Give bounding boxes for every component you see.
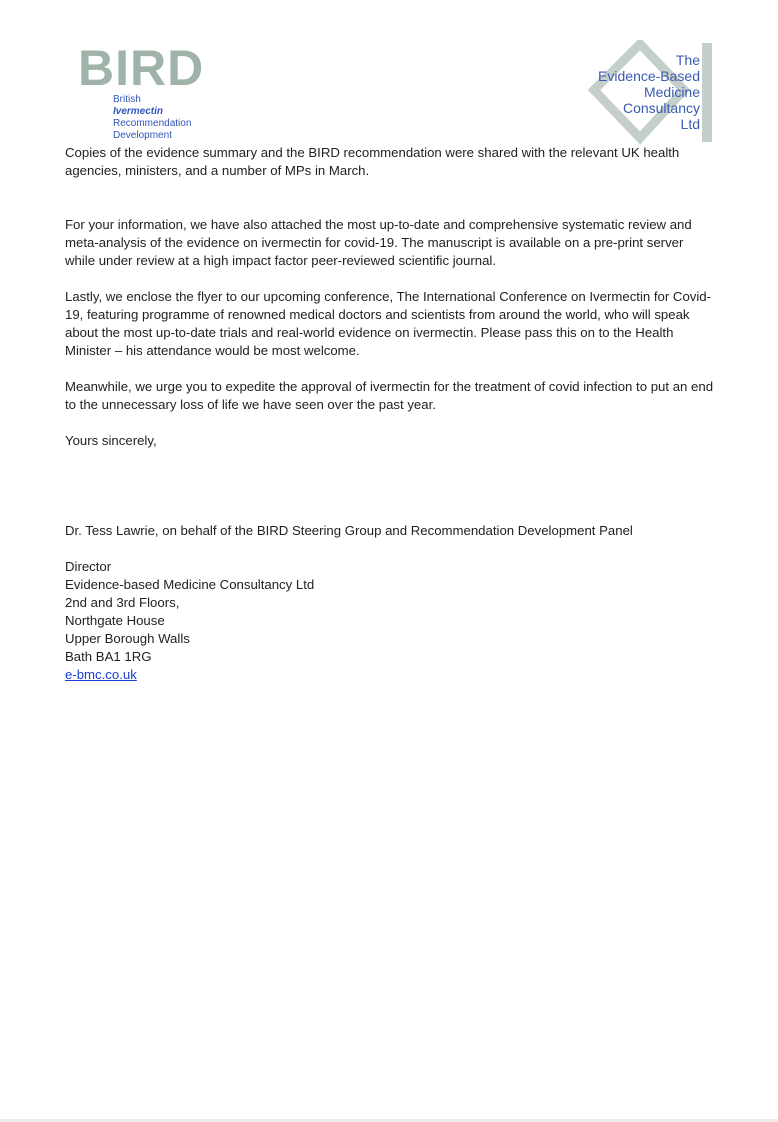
bird-logo-line: British <box>113 94 141 105</box>
ebm-logo-line: Evidence-Based <box>598 68 700 84</box>
website-link[interactable]: e-bmc.co.uk <box>65 667 137 682</box>
ebm-logo-text <box>598 52 700 132</box>
address-line: 2nd and 3rd Floors, <box>65 595 180 610</box>
bird-logo-subtitle <box>113 94 223 142</box>
paragraph: Lastly, we enclose the flyer to our upcoming conference, The International Conference on Ivermectin for Covid-19, featuring programme of renowned medical doctors and scientists from around the world, who will speak about the most up-to-date trials and real-world evidence on ivermectin. Please pass this on to the Health Minister – his attendance would be most welcome. <box>65 289 712 358</box>
address-company: Evidence-based Medicine Consultancy Ltd <box>65 577 315 592</box>
signature-line: Dr. Tess Lawrie, on behalf of the BIRD Steering Group and Recommendation Development Panel <box>65 523 633 538</box>
letter-body <box>65 144 715 684</box>
bird-logo-line: Development <box>113 130 172 141</box>
closing: Yours sincerely, <box>65 433 157 448</box>
ebm-logo-bar <box>702 43 712 142</box>
ebm-logo-line: The <box>675 52 700 68</box>
ebm-logo <box>580 40 720 145</box>
ebm-logo-line: Medicine <box>643 84 700 100</box>
address-line: Upper Borough Walls <box>65 631 190 646</box>
ebm-logo-line: Ltd <box>680 116 700 132</box>
bird-logo-mark: BIRD <box>78 40 205 96</box>
ebm-logo-line: Consultancy <box>622 100 700 116</box>
address-line: Northgate House <box>65 613 165 628</box>
address-title: Director <box>65 559 112 574</box>
paragraph: For your information, we have also attached the most up-to-date and comprehensive systematic review and meta-analysis of the evidence on ivermectin for covid-19. The manuscript is available on a pre-print server while under review at a high impact factor peer-reviewed scientific journal. <box>65 217 692 268</box>
address-line: Bath BA1 1RG <box>65 649 152 664</box>
bird-logo-line: Ivermectin <box>113 106 164 117</box>
bird-logo-line: Recommendation <box>113 118 192 129</box>
paragraph: Copies of the evidence summary and the BIRD recommendation were shared with the relevant UK health agencies, ministers, and a number of MPs in March. <box>65 145 680 178</box>
paragraph: Meanwhile, we urge you to expedite the approval of ivermectin for the treatment of covid infection to put an end to the unnecessary loss of life we have seen over the past year. <box>65 379 714 412</box>
address-block <box>65 558 715 684</box>
bird-logo <box>78 42 218 142</box>
